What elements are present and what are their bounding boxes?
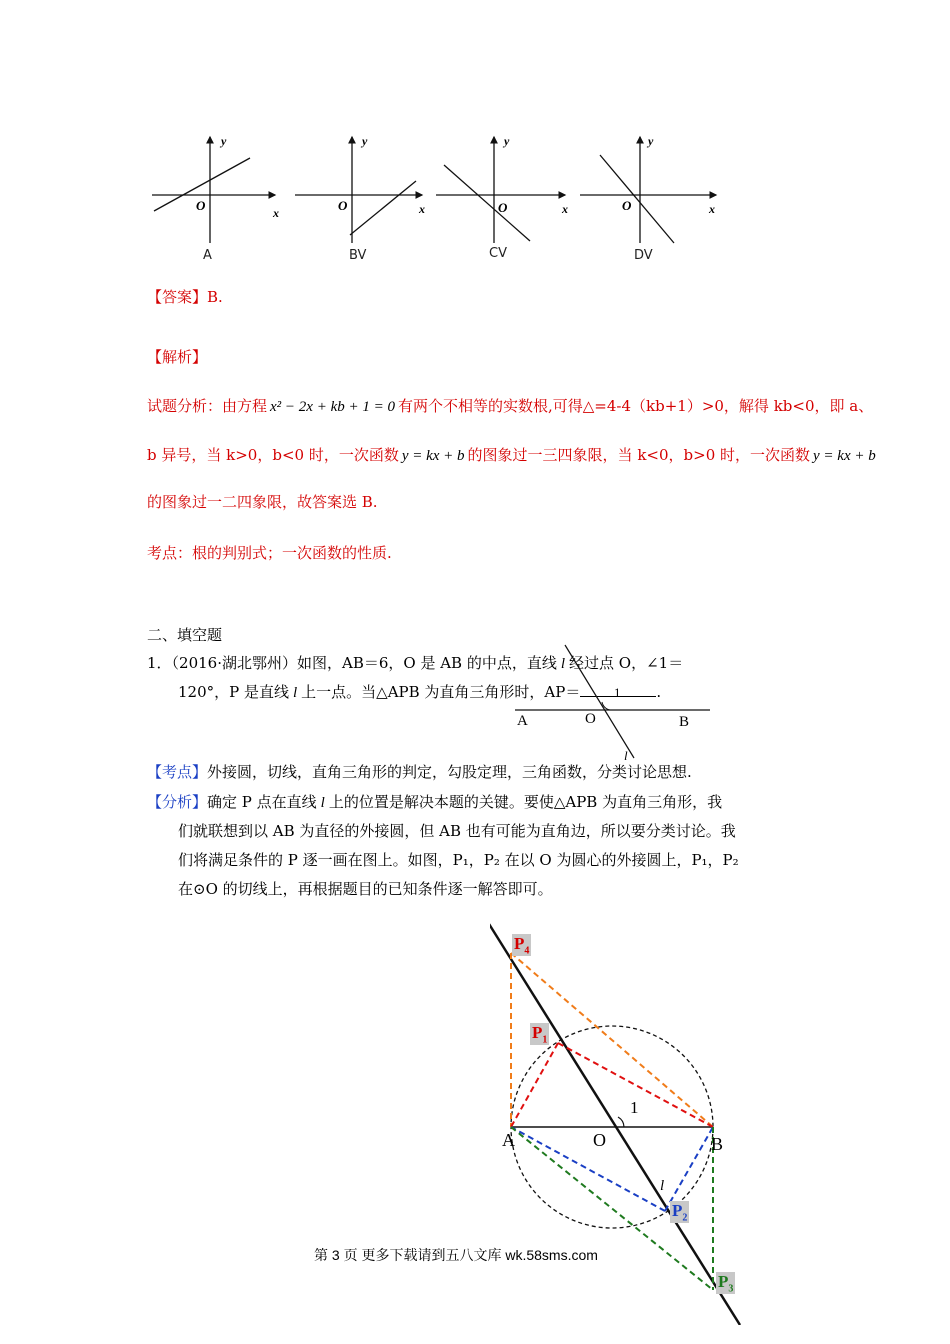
analysis-kaodian: 考点：根的判别式；一次函数的性质. bbox=[147, 544, 392, 562]
line-l-3: l bbox=[320, 795, 325, 811]
fenxi-line-1 bbox=[147, 791, 722, 812]
kaodian-2-text: 外接圆，切线，直角三角形的判定，勾股定理，三角函数，分类讨论思想. bbox=[207, 763, 692, 781]
answer-tag: 【答案】 bbox=[147, 288, 208, 306]
analysis-line-2-b: 的图象过一三四象限，当 k<0，b>0 时，一次函数 bbox=[467, 446, 810, 464]
analysis-line-2-a: b 异号，当 k>0，b<0 时，一次函数 bbox=[147, 446, 399, 464]
p1-sub: 1 bbox=[542, 1034, 548, 1046]
analysis-line-3: 的图象过一二四象限，故答案选 B. bbox=[147, 493, 378, 511]
fig2-label-a: A bbox=[502, 1130, 515, 1150]
graph-b-origin: O bbox=[338, 198, 348, 213]
fenxi-line-2: 们就联想到以 AB 为直径的外接圆，但 AB 也有可能为直角边，所以要分类讨论。我 bbox=[178, 822, 736, 840]
section-title: 二、填空题 bbox=[147, 626, 223, 644]
graph-b-label: BV bbox=[349, 248, 367, 263]
point-p2-label bbox=[670, 1201, 689, 1223]
graph-b-x: x bbox=[419, 202, 425, 216]
fig2-label-l: l bbox=[660, 1178, 665, 1194]
fenxi-line-1-a: 确定 P 点在直线 bbox=[207, 793, 317, 811]
fig1-label-1: 1 bbox=[614, 685, 621, 700]
point-p1-label bbox=[530, 1023, 549, 1045]
graph-c bbox=[436, 137, 565, 243]
p4-letter: P bbox=[514, 934, 525, 953]
graph-c-origin: O bbox=[498, 200, 508, 215]
p3-sub: 3 bbox=[728, 1283, 734, 1295]
p2-letter: P bbox=[672, 1201, 683, 1220]
analysis-line-2 bbox=[147, 444, 876, 465]
question-1-text-c: 120°，P 是直线 bbox=[178, 683, 289, 701]
p3-letter: P bbox=[718, 1272, 729, 1291]
graph-d-origin: O bbox=[622, 198, 632, 213]
line-l-2: l bbox=[293, 685, 298, 701]
fig2-label-b: B bbox=[711, 1134, 724, 1154]
graph-a-x: x bbox=[273, 206, 279, 220]
fig1-label-l: l bbox=[624, 748, 628, 763]
graph-a-origin: O bbox=[196, 198, 206, 213]
fig2-label-o: O bbox=[593, 1130, 606, 1150]
graph-d-x: x bbox=[709, 202, 715, 216]
analysis-line-1-b: 有两个不相等的实数根,可得△=4-4（kb+1）>0，解得 kb<0，即 a、 bbox=[397, 397, 874, 415]
kaodian-2 bbox=[147, 761, 692, 782]
analysis-line-1 bbox=[147, 395, 873, 416]
fig1-label-o: O bbox=[585, 711, 596, 727]
kaodian-2-tag: 【考点】 bbox=[147, 763, 208, 781]
question-1-text-b: 经过点 O，∠1＝ bbox=[569, 654, 684, 672]
p4-sub: 4 bbox=[524, 945, 530, 957]
fig1-label-a: A bbox=[517, 713, 528, 729]
fig2-label-angle: 1 bbox=[630, 1098, 639, 1117]
fenxi-line-4: 在⊙O 的切线上，再根据题目的已知条件逐一解答即可。 bbox=[178, 880, 553, 898]
question-1-figure bbox=[510, 640, 710, 770]
graph-a-label: A bbox=[203, 248, 212, 263]
analysis-line-1-a: 试题分析：由方程 bbox=[147, 397, 268, 415]
p1-letter: P bbox=[532, 1023, 543, 1042]
graph-c-x: x bbox=[562, 202, 568, 216]
graph-d-y: y bbox=[648, 134, 654, 148]
fenxi-line-1-b: 上的位置是解决本题的关键。要使△APB 为直角三角形，我 bbox=[328, 793, 723, 811]
linear-function-2: y = kx + b bbox=[813, 448, 876, 464]
linear-function-1: y = kx + b bbox=[401, 448, 465, 464]
graph-a-y: y bbox=[221, 134, 227, 148]
graph-d bbox=[580, 137, 716, 243]
point-p3-label bbox=[716, 1272, 735, 1294]
graph-b bbox=[295, 137, 422, 243]
analysis-tag: 【解析】 bbox=[147, 348, 208, 366]
question-1-text-d: 上一点。当△APB 为直角三角形时，AP＝ bbox=[301, 683, 581, 701]
question-1-end: . bbox=[656, 683, 662, 701]
equation: x² − 2x + kb + 1 = 0 bbox=[270, 399, 395, 415]
question-number: 1． bbox=[147, 654, 172, 672]
question-1-text-a: （2016·湖北鄂州）如图，AB＝6，O 是 AB 的中点，直线 bbox=[171, 654, 557, 672]
p2-sub: 2 bbox=[682, 1212, 688, 1224]
graph-d-label: DV bbox=[634, 248, 653, 263]
graph-b-y: y bbox=[362, 134, 368, 148]
line-l: l bbox=[560, 656, 566, 672]
fenxi-line-3: 们将满足条件的 P 逐一画在图上。如图，P₁，P₂ 在以 O 为圆心的外接圆上，P₁，P₂ bbox=[178, 851, 739, 869]
page-footer: 第 3 页 更多下载请到五八文库 wk.58sms.com bbox=[310, 1245, 602, 1265]
graph-c-label: CV bbox=[489, 246, 507, 261]
fig1-label-b: B bbox=[679, 714, 690, 730]
graph-c-y: y bbox=[504, 134, 510, 148]
point-p4-label bbox=[512, 934, 531, 956]
fenxi-tag: 【分析】 bbox=[147, 793, 208, 811]
answer-text: B. bbox=[207, 288, 223, 306]
graph-a bbox=[152, 137, 275, 243]
answer bbox=[147, 286, 223, 307]
